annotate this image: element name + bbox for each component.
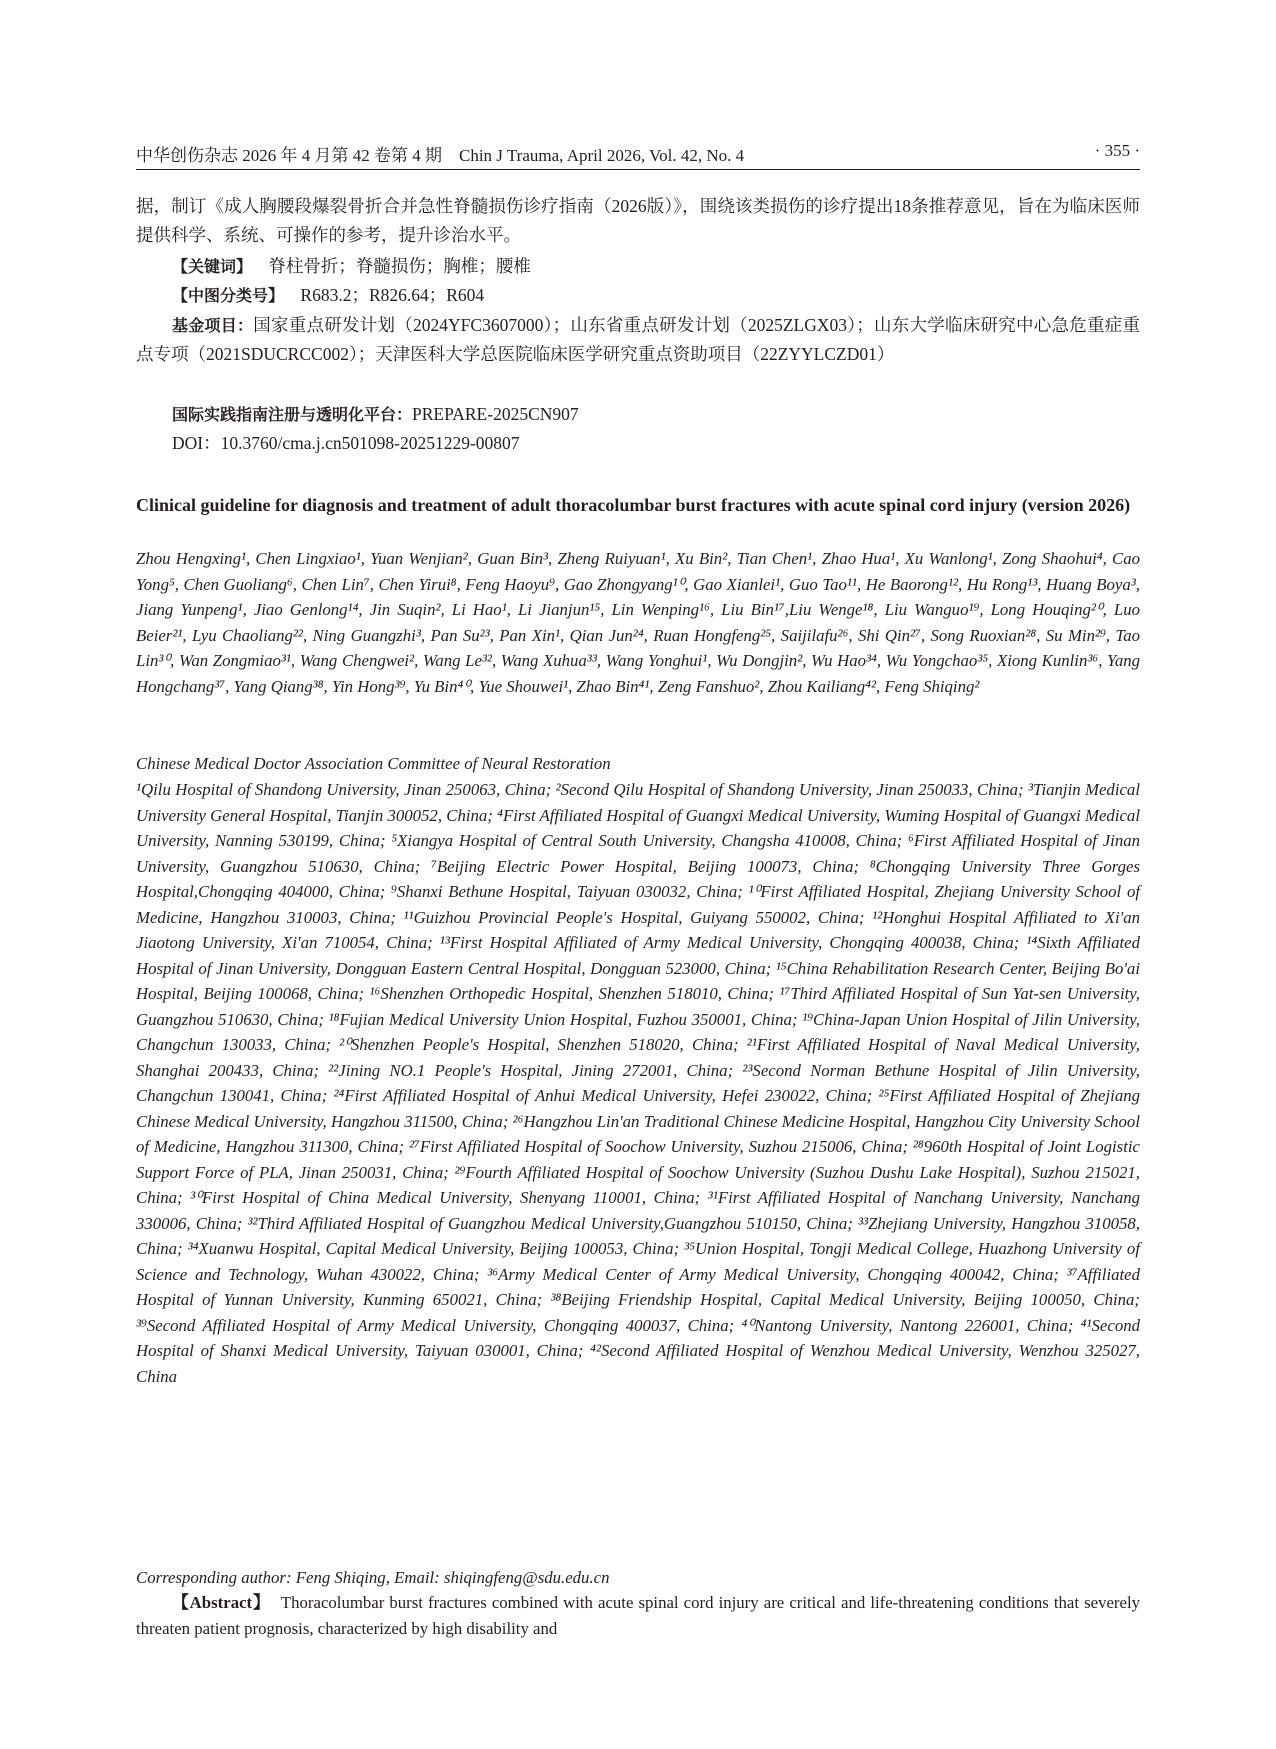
abstract-en <box>136 1590 1140 1641</box>
abstract-text: Thoracolumbar burst fractures combined with acute spinal cord injury are critical and life-threatening conditions that severely threaten patient prognosis, characterized by high disability and <box>136 1593 1140 1638</box>
registration-value: PREPARE-2025CN907 <box>412 404 579 424</box>
affiliations: ¹Qilu Hospital of Shandong University, Jinan 250063, China; ²Second Qilu Hospital of Shandong University, Jinan 250033, China; ³Tianjin Medical University General Hospital, Tianjin 300052, China; ⁴First Affiliated Hospital of Guangxi Medical University, Wuming Hospital of Guangxi Medical University, Nanning 530199, China; ⁵Xiangya Hospital of Central South University, Changsha 410008, China; ⁶First Affiliated Hospital of Jinan University, Guangzhou 510630, China; ⁷Beijing Electric Power Hospital, Beijing 100073, China; ⁸Chongqing University Three Gorges Hospital,Chongqing 404000, China; ⁹Shanxi Bethune Hospital, Taiyuan 030032, China; ¹⁰First Affiliated Hospital, Zhejiang University School of Medicine, Hangzhou 310003, China; ¹¹Guizhou Provincial People's Hospital, Guiyang 550002, China; ¹²Honghui Hospital Affiliated to Xi'an Jiaotong University, Xi'an 710054, China; ¹³First Hospital Affiliated of Army Medical University, Chongqing 400038, China; ¹⁴Sixth Affiliated Hospital of Jinan University, Dongguan Eastern Central Hospital, Dongguan 523000, China; ¹⁵China Rehabilitation Research Center, Beijing Bo'ai Hospital, Beijing 100068, China; ¹⁶Shenzhen Orthopedic Hospital, Shenzhen 518010, China; ¹⁷Third Affiliated Hospital of Sun Yat-sen University, Guangzhou 510630, China; ¹⁸Fujian Medical University Union Hospital, Fuzhou 350001, China; ¹⁹China-Japan Union Hospital of Jilin University, Changchun 130033, China; ²⁰Shenzhen People's Hospital, Shenzhen 518020, China; ²¹First Affiliated Hospital of Naval Medical University, Shanghai 200433, China; ²²Jining NO.1 People's Hospital, Jining 272001, China; ²³Second Norman Bethune Hospital of Jilin University, Changchun 130041, China; ²⁴First Affiliated Hospital of Anhui Medical University, Hefei 230022, China; ²⁵First Affiliated Hospital of Zhejiang Chinese Medical University, Hangzhou 311500, China; ²⁶Hangzhou Lin'an Traditional Chinese Medicine Hospital, Hangzhou City University School of Medicine, Hangzhou 311300, China; ²⁷First Affiliated Hospital of Soochow University, Suzhou 215006, China; ²⁸960th Hospital of Joint Logistic Support Force of PLA, Jinan 250031, China; ²⁹Fourth Affiliated Hospital of Soochow University (Suzhou Dushu Lake Hospital), Suzhou 215021, China; ³⁰First Hospital of China Medical University, Shenyang 110001, China; ³¹First Affiliated Hospital of Nanchang University, Nanchang 330006, China; ³²Third Affiliated Hospital of Guangzhou Medical University,Guangzhou 510150, China; ³³Zhejiang University, Hangzhou 310058, China; ³⁴Xuanwu Hospital, Capital Medical University, Beijing 100053, China; ³⁵Union Hospital, Tongji Medical College, Huazhong University of Science and Technology, Wuhan 430022, China; ³⁶Army Medical Center of Army Medical University, Chongqing 400042, China; ³⁷Affiliated Hospital of Yunnan University, Kunming 650021, China; ³⁸Beijing Friendship Hospital, Capital Medical University, Beijing 100050, China; ³⁹Second Affiliated Hospital of Army Medical University, Chongqing 400037, China; ⁴⁰Nantong University, Nantong 226001, China; ⁴¹Second Hospital of Shanxi Medical University, Taiyuan 030001, China; ⁴²Second Affiliated Hospital of Wenzhou Medical University, Wenzhou 325027, China <box>136 780 1140 1386</box>
doi: DOI：10.3760/cma.j.cn501098-20251229-00807 <box>172 433 520 453</box>
english-title: Clinical guideline for diagnosis and treatment of adult thoracolumbar burst fractures with acute spinal cord injury (version 2026) <box>136 495 1131 515</box>
classification-label: 【中图分类号】 <box>172 286 285 305</box>
committee: Chinese Medical Doctor Association Committee of Neural Restoration <box>136 754 611 773</box>
registration <box>172 402 579 427</box>
keywords <box>172 254 531 279</box>
keywords-label: 【关键词】 <box>172 257 253 276</box>
author-list: Zhou Hengxing¹, Chen Lingxiao¹, Yuan Wenjian², Guan Bin³, Zheng Ruiyuan¹, Xu Bin², Tian Chen¹, Zhao Hua¹, Xu Wanlong¹, Zong Shaohui⁴, Cao Yong⁵, Chen Guoliang⁶, Chen Lin⁷, Chen Yirui⁸, Feng Haoyu⁹, Gao Zhongyang¹⁰, Gao Xianlei¹, Guo Tao¹¹, He Baorong¹², Hu Rong¹³, Huang Boya³, Jiang Yunpeng¹, Jiao Genlong¹⁴, Jin Suqin², Li Hao¹, Li Jianjun¹⁵, Lin Wenping¹⁶, Liu Bin¹⁷,Liu Wenge¹⁸, Liu Wanguo¹⁹, Long Houqing²⁰, Luo Beier²¹, Lyu Chaoliang²², Ning Guangzhi³, Pan Su²³, Pan Xin¹, Qian Jun²⁴, Ruan Hongfeng²⁵, Saijilafu²⁶, Shi Qin²⁷, Song Ruoxian²⁸, Su Min²⁹, Tao Lin³⁰, Wan Zongmiao³¹, Wang Chengwei², Wang Le³², Wang Xuhua³³, Wang Yonghui¹, Wu Dongjin², Wu Hao³⁴, Wu Yongchao³⁵, Xiong Kunlin³⁶, Yang Hongchang³⁷, Yang Qiang³⁸, Yin Hong³⁹, Yu Bin⁴⁰, Yue Shouwei¹, Zhao Bin⁴¹, Zeng Fanshuo², Zhou Kailiang⁴², Feng Shiqing² <box>136 549 1140 696</box>
classification-value: R683.2；R826.64；R604 <box>300 285 485 305</box>
corresponding-author: Corresponding author: Feng Shiqing, Email: shiqingfeng@sdu.edu.cn <box>136 1568 610 1587</box>
keywords-value: 脊柱骨折；脊髓损伤；胸椎；腰椎 <box>268 256 531 276</box>
funding-value: 国家重点研发计划（2024YFC3607000）；山东省重点研发计划（2025ZLGX03）；山东大学临床研究中心急危重症重点专项（2021SDUCRCC002）；天津医科大学总医院临床医学研究重点资助项目（22ZYYLCZD01） <box>136 315 1140 364</box>
funding-label: 基金项目： <box>172 316 254 335</box>
registration-label: 国际实践指南注册与透明化平台： <box>172 405 413 424</box>
abstract-label: 【Abstract】 <box>172 1593 271 1612</box>
running-header <box>136 141 1140 170</box>
classification <box>172 283 484 308</box>
abstract-cn-tail: 据，制订《成人胸腰段爆裂骨折合并急性脊髓损伤诊疗指南（2026版）》，围绕该类损伤的诊疗提出18条推荐意见，旨在为临床医师提供科学、系统、可操作的参考，提升诊治水平。 <box>136 196 1140 245</box>
funding <box>136 311 1140 369</box>
journal-citation: 中华创伤杂志 2026 年 4 月第 42 卷第 4 期 Chin J Trauma, April 2026, Vol. 42, No. 4 <box>136 146 745 165</box>
page-number: · 355 · <box>1094 141 1140 160</box>
